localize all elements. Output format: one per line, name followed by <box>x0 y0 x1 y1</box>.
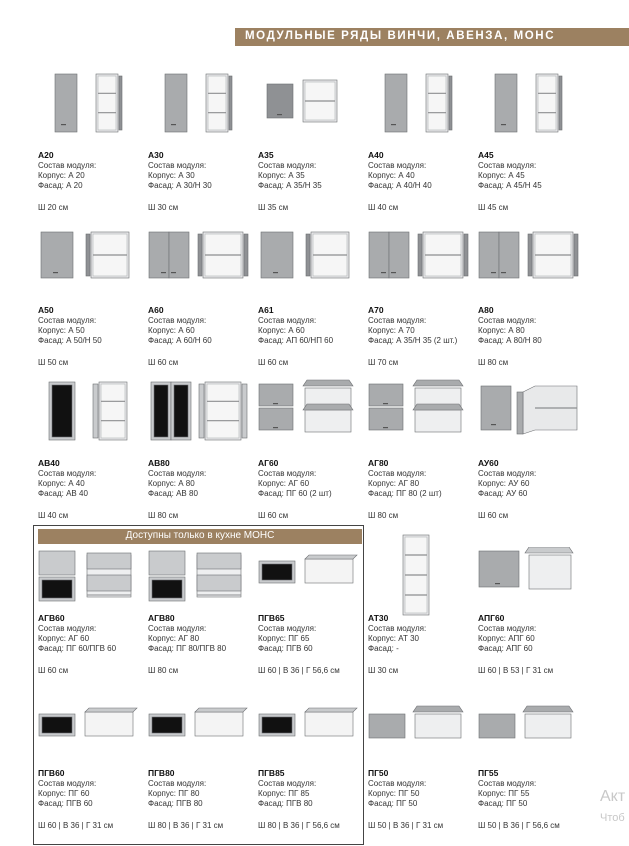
module-spec-line: Фасад: АУ 60 <box>478 489 528 498</box>
module-code: АГ80 <box>368 458 389 468</box>
module-spec-line: Корпус: ПГ 85 <box>258 789 310 798</box>
module-spec-line: Состав модуля: <box>368 161 427 170</box>
module-spec-line: Состав модуля: <box>368 624 427 633</box>
module-spec-line: Состав модуля: <box>38 316 97 325</box>
module-spec-line: Фасад: А 45/Н 45 <box>478 181 542 190</box>
module-spec-line: Фасад: ПГ 80 (2 шт) <box>368 489 442 498</box>
module-illustration <box>143 228 251 298</box>
module-spec-line: Фасад: АПГ 60 <box>478 644 533 653</box>
module-spec-line: Корпус: А 45 <box>478 171 525 180</box>
module-code: А50 <box>38 305 54 315</box>
module-size: Ш 80 см <box>478 358 509 367</box>
module-size: Ш 40 см <box>368 203 399 212</box>
module-code: А40 <box>368 150 384 160</box>
module-spec-line: Корпус: А 30 <box>148 171 195 180</box>
module-code: ПГВ85 <box>258 768 285 778</box>
module-spec-line: Фасад: ПГВ 60 <box>38 799 93 808</box>
module-spec-line: Корпус: АГ 60 <box>38 634 90 643</box>
module-spec-line: Фасад: АВ 80 <box>148 489 198 498</box>
module-spec-line: Состав модуля: <box>478 316 537 325</box>
watermark-line2: Чтоб <box>600 812 625 824</box>
module-spec-line: Корпус: АГ 80 <box>368 479 420 488</box>
module-illustration <box>33 70 141 140</box>
module-spec-line: Состав модуля: <box>148 779 207 788</box>
module-spec-line: Фасад: А 50/Н 50 <box>38 336 102 345</box>
module-illustration <box>33 700 141 770</box>
module-size: Ш 80 см <box>148 666 179 675</box>
module-spec-line: Фасад: - <box>368 644 399 653</box>
module-spec-line: Состав модуля: <box>38 779 97 788</box>
module-size: Ш 60 | В 36 | Г 56,6 см <box>258 666 340 675</box>
module-spec-line: Корпус: А 80 <box>478 326 525 335</box>
module-spec-line: Фасад: ПГ 50 <box>478 799 528 808</box>
mons-only-banner <box>38 529 362 544</box>
module-illustration <box>473 700 581 770</box>
module-size: Ш 80 см <box>368 511 399 520</box>
module-size: Ш 30 см <box>368 666 399 675</box>
module-code: АГВ80 <box>148 613 175 623</box>
module-code: АТ30 <box>368 613 389 623</box>
module-size: Ш 50 | В 36 | Г 31 см <box>368 821 444 830</box>
module-code: АГВ60 <box>38 613 65 623</box>
module-spec-line: Фасад: ПГВ 80 <box>258 799 313 808</box>
module-spec-line: Фасад: А 30/Н 30 <box>148 181 212 190</box>
module-illustration <box>253 228 361 298</box>
module-illustration <box>33 378 141 448</box>
module-code: ПГВ60 <box>38 768 65 778</box>
mons-only-label: Доступны только в кухне МОНС <box>125 530 275 541</box>
section-title: МОДУЛЬНЫЕ РЯДЫ ВИНЧИ, АВЕНЗА, МОНС <box>245 30 556 42</box>
module-code: А45 <box>478 150 494 160</box>
module-code: АГ60 <box>258 458 279 468</box>
module-code: А80 <box>478 305 494 315</box>
module-spec-line: Корпус: ПГ 80 <box>148 789 200 798</box>
module-spec-line: Состав модуля: <box>478 469 537 478</box>
module-code: А61 <box>258 305 274 315</box>
module-illustration <box>33 228 141 298</box>
module-spec-line: Корпус: А 20 <box>38 171 85 180</box>
module-size: Ш 60 см <box>258 511 289 520</box>
module-spec-line: Фасад: ПГ 50 <box>368 799 418 808</box>
module-spec-line: Состав модуля: <box>38 161 97 170</box>
module-spec-line: Состав модуля: <box>478 779 537 788</box>
module-spec-line: Корпус: А 60 <box>148 326 195 335</box>
module-illustration <box>363 700 471 770</box>
module-spec-line: Фасад: А 60/Н 60 <box>148 336 212 345</box>
module-illustration <box>143 547 251 617</box>
module-code: АПГ60 <box>478 613 505 623</box>
module-size: Ш 80 | В 36 | Г 31 см <box>148 821 224 830</box>
module-spec-line: Корпус: ПГ 60 <box>38 789 90 798</box>
module-spec-line: Корпус: АУ 60 <box>478 479 530 488</box>
module-code: АВ80 <box>148 458 170 468</box>
module-spec-line: Корпус: А 40 <box>368 171 415 180</box>
module-illustration <box>253 700 361 770</box>
module-spec-line: Фасад: А 35/Н 35 (2 шт.) <box>368 336 458 345</box>
module-spec-line: Корпус: ПГ 55 <box>478 789 530 798</box>
module-illustration <box>473 547 581 617</box>
module-spec-line: Корпус: АТ 30 <box>368 634 419 643</box>
module-spec-line: Корпус: АГ 80 <box>148 634 200 643</box>
module-spec-line: Состав модуля: <box>148 161 207 170</box>
module-code: ПГ50 <box>368 768 389 778</box>
module-spec-line: Корпус: А 50 <box>38 326 85 335</box>
module-illustration <box>143 378 251 448</box>
module-spec-line: Корпус: АПГ 60 <box>478 634 535 643</box>
module-spec-line: Фасад: А 20 <box>38 181 83 190</box>
module-spec-line: Состав модуля: <box>258 316 317 325</box>
module-illustration <box>363 70 471 140</box>
module-spec-line: Состав модуля: <box>258 161 317 170</box>
module-size: Ш 80 см <box>148 511 179 520</box>
module-illustration <box>253 70 361 140</box>
watermark-line1: Акт <box>600 788 626 805</box>
module-size: Ш 70 см <box>368 358 399 367</box>
module-illustration <box>143 70 251 140</box>
module-spec-line: Корпус: АГ 60 <box>258 479 310 488</box>
module-spec-line: Фасад: А 80/Н 80 <box>478 336 542 345</box>
module-size: Ш 60 см <box>38 666 69 675</box>
module-spec-line: Корпус: А 80 <box>148 479 195 488</box>
module-size: Ш 40 см <box>38 511 69 520</box>
module-size: Ш 45 см <box>478 203 509 212</box>
module-code: ПГВ65 <box>258 613 285 623</box>
module-illustration <box>143 700 251 770</box>
module-spec-line: Состав модуля: <box>148 469 207 478</box>
module-spec-line: Корпус: А 40 <box>38 479 85 488</box>
module-size: Ш 60 | В 53 | Г 31 см <box>478 666 554 675</box>
module-spec-line: Фасад: АВ 40 <box>38 489 88 498</box>
module-spec-line: Корпус: А 60 <box>258 326 305 335</box>
module-spec-line: Фасад: АП 60/НП 60 <box>258 336 334 345</box>
module-spec-line: Состав модуля: <box>368 316 427 325</box>
module-spec-line: Фасад: ПГ 60 (2 шт) <box>258 489 332 498</box>
module-size: Ш 50 см <box>38 358 69 367</box>
module-spec-line: Состав модуля: <box>478 624 537 633</box>
module-spec-line: Фасад: ПГВ 80 <box>148 799 203 808</box>
module-size: Ш 60 см <box>478 511 509 520</box>
module-code: А70 <box>368 305 384 315</box>
module-spec-line: Фасад: ПГВ 60 <box>258 644 313 653</box>
module-illustration <box>253 547 361 617</box>
module-illustration <box>473 378 581 448</box>
module-code: А60 <box>148 305 164 315</box>
module-spec-line: Корпус: ПГ 50 <box>368 789 420 798</box>
module-spec-line: Корпус: А 70 <box>368 326 415 335</box>
module-code: А20 <box>38 150 54 160</box>
module-spec-line: Состав модуля: <box>148 316 207 325</box>
module-code: А35 <box>258 150 274 160</box>
module-illustration <box>473 70 581 140</box>
module-code: ПГВ80 <box>148 768 175 778</box>
module-illustration <box>253 378 361 448</box>
module-spec-line: Фасад: ПГ 60/ПГВ 60 <box>38 644 117 653</box>
module-code: А30 <box>148 150 164 160</box>
module-illustration <box>363 228 471 298</box>
module-spec-line: Фасад: А 35/Н 35 <box>258 181 322 190</box>
module-size: Ш 35 см <box>258 203 289 212</box>
section-title-banner <box>235 28 629 46</box>
module-spec-line: Состав модуля: <box>478 161 537 170</box>
module-illustration <box>363 527 471 597</box>
module-spec-line: Состав модуля: <box>258 469 317 478</box>
module-illustration <box>473 228 581 298</box>
module-spec-line: Фасад: А 40/Н 40 <box>368 181 432 190</box>
module-illustration <box>363 378 471 448</box>
module-spec-line: Состав модуля: <box>38 624 97 633</box>
module-spec-line: Корпус: А 35 <box>258 171 305 180</box>
module-size: Ш 30 см <box>148 203 179 212</box>
module-code: АВ40 <box>38 458 60 468</box>
module-spec-line: Состав модуля: <box>148 624 207 633</box>
module-spec-line: Состав модуля: <box>368 779 427 788</box>
module-size: Ш 60 см <box>258 358 289 367</box>
module-spec-line: Корпус: ПГ 65 <box>258 634 310 643</box>
module-size: Ш 50 | В 36 | Г 56,6 см <box>478 821 560 830</box>
module-size: Ш 80 | В 36 | Г 56,6 см <box>258 821 340 830</box>
module-size: Ш 20 см <box>38 203 69 212</box>
module-illustration <box>33 547 141 617</box>
module-code: ПГ55 <box>478 768 499 778</box>
module-size: Ш 60 см <box>148 358 179 367</box>
module-spec-line: Состав модуля: <box>258 779 317 788</box>
module-spec-line: Состав модуля: <box>368 469 427 478</box>
module-spec-line: Состав модуля: <box>38 469 97 478</box>
module-code: АУ60 <box>478 458 499 468</box>
module-spec-line: Фасад: ПГ 80/ПГВ 80 <box>148 644 227 653</box>
module-size: Ш 60 | В 36 | Г 31 см <box>38 821 114 830</box>
module-spec-line: Состав модуля: <box>258 624 317 633</box>
